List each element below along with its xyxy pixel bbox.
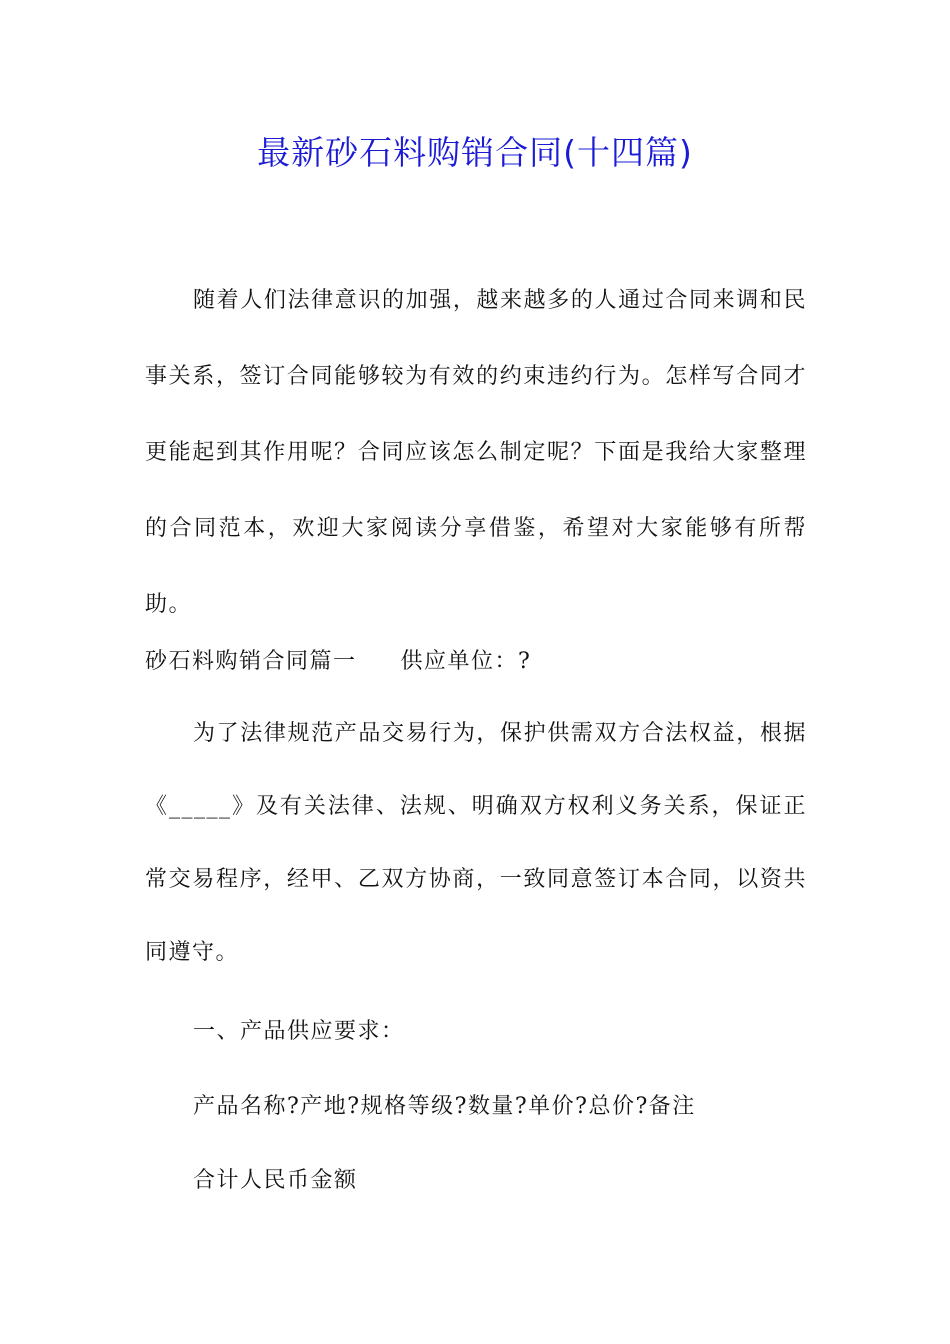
intro-paragraph: 随着人们法律意识的加强，越来越多的人通过合同来调和民事关系，签订合同能够较为有效的约束违约行为。怎样写合同才更能起到其作用呢？合同应该怎么制定呢？下面是我给大家整理的合同范本，欢迎大家阅读分享借鉴，希望对大家能够有所帮助。 (145, 288, 807, 617)
clause-1-heading: 一、产品供应要求： (193, 1019, 405, 1044)
section-heading (145, 642, 807, 682)
document-title: 最新砂石料购销合同(十四篇) (257, 133, 693, 172)
contract-paragraph: 为了法律规范产品交易行为，保护供需双方合法权益，根据《_____》及有关法律、法规、明确双方权利义务关系，保证正常交易程序，经甲、乙双方协商，一致同意签订本合同，以资共同遵守。 (145, 721, 807, 965)
total-amount-label: 合计人民币金额 (193, 1168, 358, 1193)
section-name: 砂石料购销合同篇一 (145, 649, 357, 674)
supplier-label: 供应单位：? (400, 649, 532, 674)
product-table-header: 产品名称?产地?规格等级?数量?单价?总价?备注 (193, 1094, 696, 1119)
